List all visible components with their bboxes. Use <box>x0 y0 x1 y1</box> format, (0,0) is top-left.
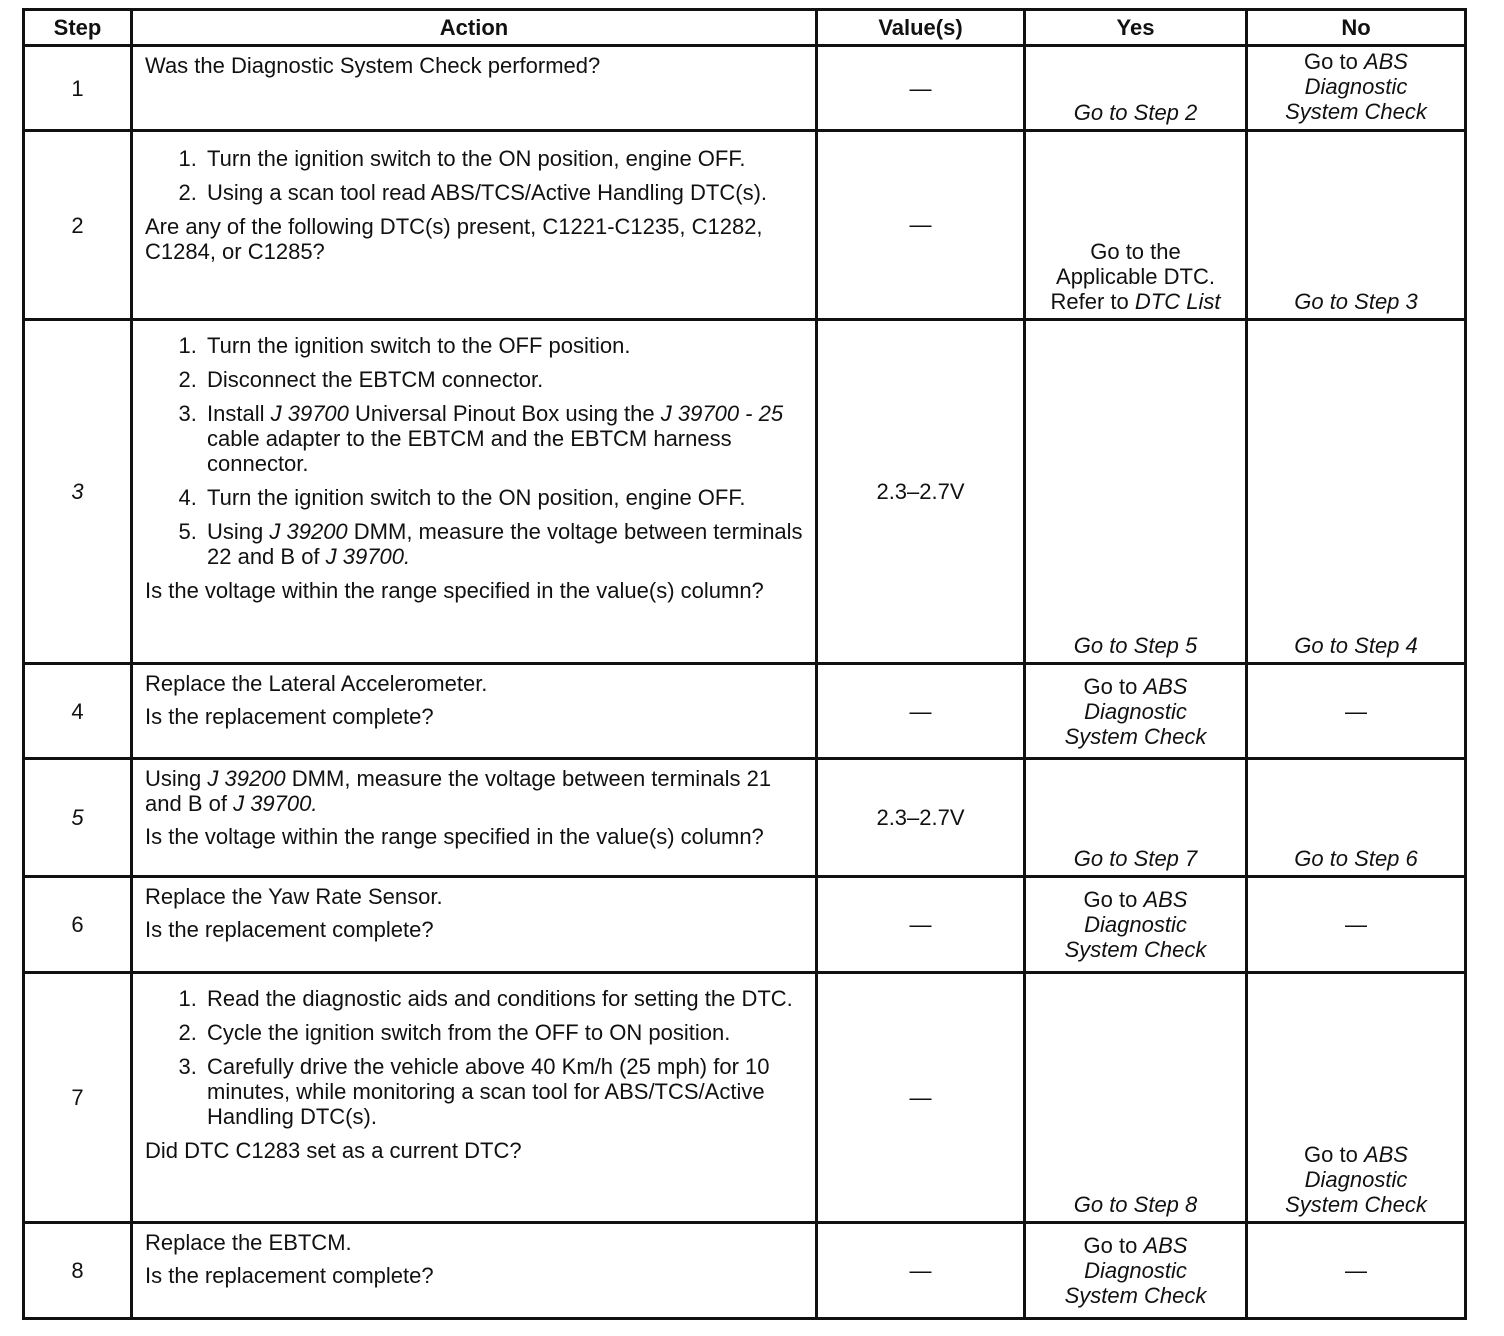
table-row <box>24 46 1466 131</box>
action-question: Is the replacement complete? <box>145 704 434 729</box>
step-number: 3 <box>24 320 132 664</box>
no-cell <box>1247 973 1466 1223</box>
yes-link[interactable]: Go to Step 2 <box>1073 100 1198 125</box>
action-step: 1. Read the diagnostic aids and conditions for setting the DTC. <box>203 986 807 1011</box>
header-action: Action <box>132 10 817 46</box>
action-step: 5. Using J 39200 DMM, measure the voltage between terminals 22 and B of J 39700. <box>203 519 807 569</box>
action-step: 2. Using a scan tool read ABS/TCS/Active Handling DTC(s). <box>203 180 807 205</box>
yes-cell <box>1025 973 1247 1223</box>
table-row <box>24 131 1466 320</box>
no-link[interactable]: Go to Step 3 <box>1294 289 1418 314</box>
yes-cell <box>1025 320 1247 664</box>
action-steps <box>145 986 807 1129</box>
yes-cell <box>1025 664 1247 759</box>
no-link[interactable]: Go to ABS Diagnostic System Check <box>1285 49 1427 124</box>
value-cell: — <box>817 877 1025 973</box>
action-question: Is the replacement complete? <box>145 1263 434 1288</box>
step-number: 8 <box>24 1223 132 1319</box>
no-cell: — <box>1247 664 1466 759</box>
no-link[interactable]: Go to Step 6 <box>1294 846 1418 871</box>
step-number: 6 <box>24 877 132 973</box>
no-link[interactable]: Go to Step 4 <box>1294 633 1418 658</box>
yes-cell <box>1025 1223 1247 1319</box>
action-cell <box>132 759 817 877</box>
no-cell: — <box>1247 877 1466 973</box>
value-cell: — <box>817 131 1025 320</box>
action-step: 1. Turn the ignition switch to the OFF position. <box>203 333 807 358</box>
action-line: Using J 39200 DMM, measure the voltage between terminals 21 and B of J 39700. <box>145 766 772 816</box>
yes-link[interactable]: Go to ABS Diagnostic System Check <box>1064 1233 1207 1308</box>
action-cell <box>132 973 817 1223</box>
action-cell <box>132 131 817 320</box>
table-row <box>24 1223 1466 1319</box>
step-number: 2 <box>24 131 132 320</box>
action-line: Replace the Yaw Rate Sensor. <box>145 884 443 909</box>
action-question: Did DTC C1283 set as a current DTC? <box>145 1138 522 1163</box>
step-number: 1 <box>24 46 132 131</box>
action-step: 3. Carefully drive the vehicle above 40 Km/h (25 mph) for 10 minutes, while monitoring a scan tool for ABS/TCS/Active Handling DTC(s). <box>203 1054 807 1129</box>
header-no: No <box>1247 10 1466 46</box>
value-cell: — <box>817 46 1025 131</box>
action-line: Replace the Lateral Accelerometer. <box>145 671 488 696</box>
action-cell <box>132 664 817 759</box>
action-steps <box>145 146 807 205</box>
action-step: 2. Disconnect the EBTCM connector. <box>203 367 807 392</box>
action-cell <box>132 1223 817 1319</box>
no-cell <box>1247 320 1466 664</box>
value-cell: — <box>817 664 1025 759</box>
header-step: Step <box>24 10 132 46</box>
no-cell: — <box>1247 1223 1466 1319</box>
header-yes: Yes <box>1025 10 1247 46</box>
table-row <box>24 877 1466 973</box>
diagnostic-table <box>22 8 1467 1320</box>
step-number: 4 <box>24 664 132 759</box>
diagnostic-table-container <box>22 8 1464 1320</box>
yes-link[interactable]: Go to ABS Diagnostic System Check <box>1064 673 1207 749</box>
no-cell <box>1247 131 1466 320</box>
yes-cell <box>1025 46 1247 131</box>
action-question: Is the voltage within the range specified in the value(s) column? <box>145 824 764 849</box>
action-cell <box>132 46 817 131</box>
yes-cell <box>1025 759 1247 877</box>
yes-link[interactable]: Go to ABS Diagnostic System Check <box>1064 887 1207 962</box>
step-number: 7 <box>24 973 132 1223</box>
action-step: 4. Turn the ignition switch to the ON position, engine OFF. <box>203 485 807 510</box>
table-row <box>24 320 1466 664</box>
action-question: Was the Diagnostic System Check performed? <box>145 53 601 78</box>
action-cell <box>132 877 817 973</box>
value-cell: — <box>817 1223 1025 1319</box>
yes-link[interactable]: Go to Step 7 <box>1073 846 1198 871</box>
yes-link[interactable]: Go to Step 5 <box>1073 633 1198 658</box>
yes-link[interactable]: Go to the Applicable DTC. Refer to DTC List <box>1050 239 1221 314</box>
table-row <box>24 759 1466 877</box>
table-header-row <box>24 10 1466 46</box>
action-step: 1. Turn the ignition switch to the ON position, engine OFF. <box>203 146 807 171</box>
step-number: 5 <box>24 759 132 877</box>
value-cell: 2.3–2.7V <box>817 320 1025 664</box>
yes-cell <box>1025 877 1247 973</box>
value-cell: 2.3–2.7V <box>817 759 1025 877</box>
action-step: 3. Install J 39700 Universal Pinout Box using the J 39700 - 25 cable adapter to the EBTCM and the EBTCM harness connector. <box>203 401 807 476</box>
action-question: Is the voltage within the range specified in the value(s) column? <box>145 578 764 603</box>
yes-link[interactable]: Go to Step 8 <box>1073 1192 1198 1217</box>
yes-cell <box>1025 131 1247 320</box>
no-cell <box>1247 759 1466 877</box>
value-cell: — <box>817 973 1025 1223</box>
table-row <box>24 664 1466 759</box>
header-value: Value(s) <box>817 10 1025 46</box>
action-question: Are any of the following DTC(s) present, C1221-C1235, C1282, C1284, or C1285? <box>145 214 763 264</box>
no-cell <box>1247 46 1466 131</box>
action-question: Is the replacement complete? <box>145 917 434 942</box>
action-line: Replace the EBTCM. <box>145 1230 352 1255</box>
action-steps <box>145 333 807 569</box>
table-row <box>24 973 1466 1223</box>
no-link[interactable]: Go to ABS Diagnostic System Check <box>1285 1142 1427 1217</box>
action-cell <box>132 320 817 664</box>
action-step: 2. Cycle the ignition switch from the OFF to ON position. <box>203 1020 807 1045</box>
